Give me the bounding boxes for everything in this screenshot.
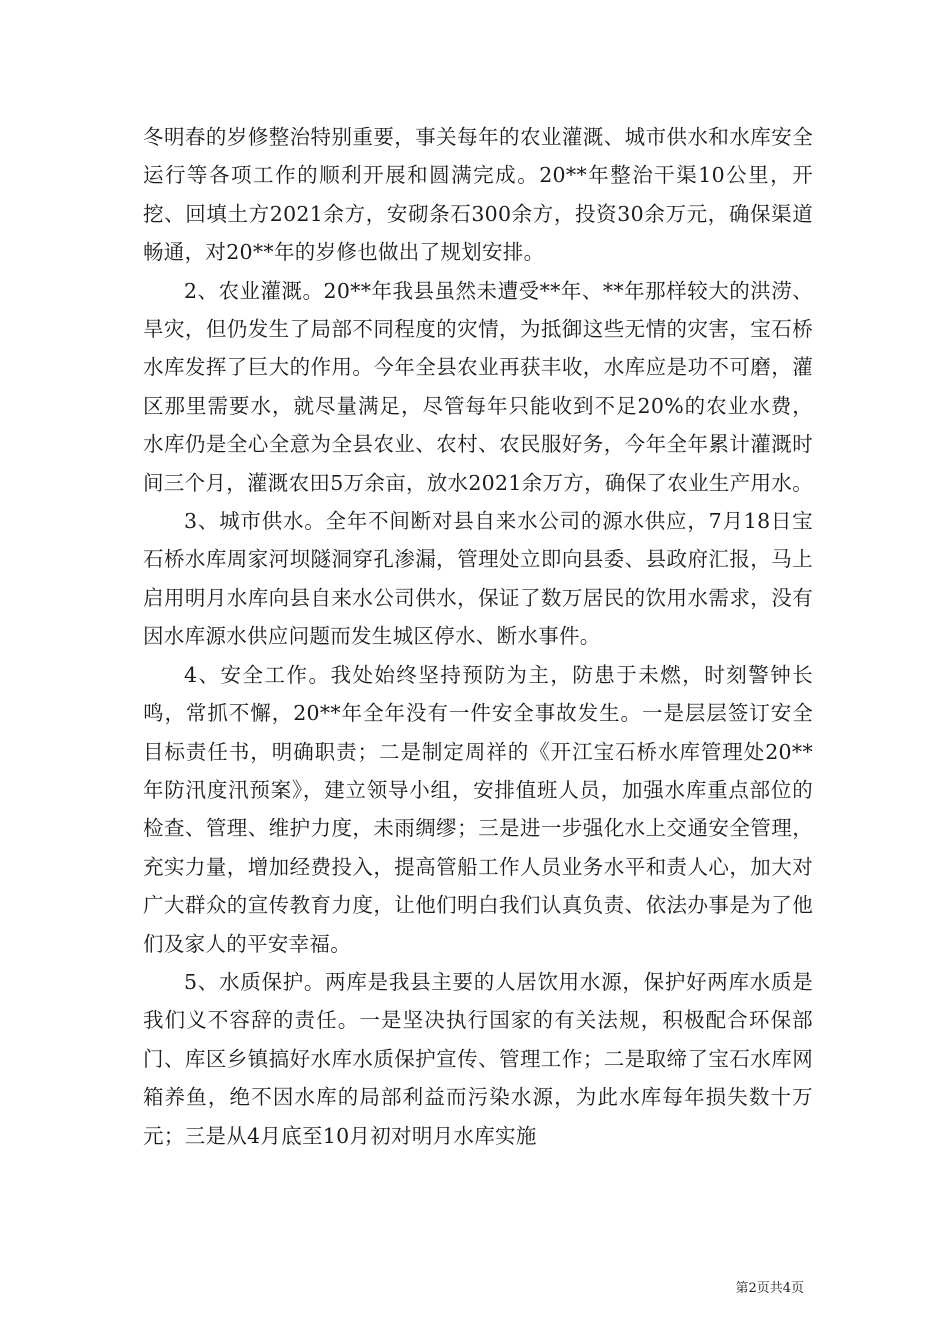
- paragraph-continuation: 冬明春的岁修整治特别重要，事关每年的农业灌溉、城市供水和水库安全运行等各项工作的顺利开展和圆满完成。20**年整治干渠10公里，开挖、回填土方2021余方，安砌条石300余方，投资30余万元，确保渠道畅通，对20**年的岁修也做出了规划安排。: [143, 125, 813, 265]
- paragraph-water-quality: 5、水质保护。两库是我县主要的人居饮用水源，保护好两库水质是我们义不容辞的责任。一是坚决执行国家的有关法规，积极配合环保部门、库区乡镇搞好水库水质保护宣传、管理工作；二是取缔了宝石水库网箱养鱼，绝不因水库的局部利益而污染水源，为此水库每年损失数十万元；三是从4月底至10月初对明月水库实施: [143, 969, 813, 1148]
- document-body: [143, 118, 813, 1155]
- page-number: 第2页共4页: [735, 1281, 804, 1296]
- paragraph-agricultural-irrigation: 2、农业灌溉。20**年我县虽然未遭受**年、**年那样较大的洪涝、旱灾，但仍发生了局部不同程度的灾情，为抵御这些无情的灾害，宝石桥水库发挥了巨大的作用。今年全县农业再获丰收，水库应是功不可磨，灌区那里需要水，就尽量满足，尽管每年只能收到不足20%的农业水费，水库仍是全心全意为全县农业、农村、农民服好务，今年全年累计灌溉时间三个月，灌溉农田5万余亩，放水2021余万方，确保了农业生产用水。: [143, 278, 813, 495]
- paragraph-safety-work: 4、安全工作。我处始终坚持预防为主，防患于未燃，时刻警钟长鸣，常抓不懈，20**年全年没有一件安全事故发生。一是层层签订安全目标责任书，明确职责；二是制定周祥的《开江宝石桥水库管理处20**年防汛度汛预案》，建立领导小组，安排值班人员，加强水库重点部位的检查、管理、维护力度，未雨绸缪；三是进一步强化水上交通安全管理，充实力量，增加经费投入，提高管船工作人员业务水平和责人心，加大对广大群众的宣传教育力度，让他们明白我们认真负责、依法办事是为了他们及家人的平安幸福。: [143, 662, 813, 956]
- paragraph-urban-water-supply: 3、城市供水。全年不间断对县自来水公司的源水供应，7月18日宝石桥水库周家河坝隧洞穿孔渗漏，管理处立即向县委、县政府汇报，马上启用明月水库向县自来水公司供水，保证了数万居民的饮用水需求，没有因水库源水供应问题而发生城区停水、断水事件。: [143, 509, 813, 649]
